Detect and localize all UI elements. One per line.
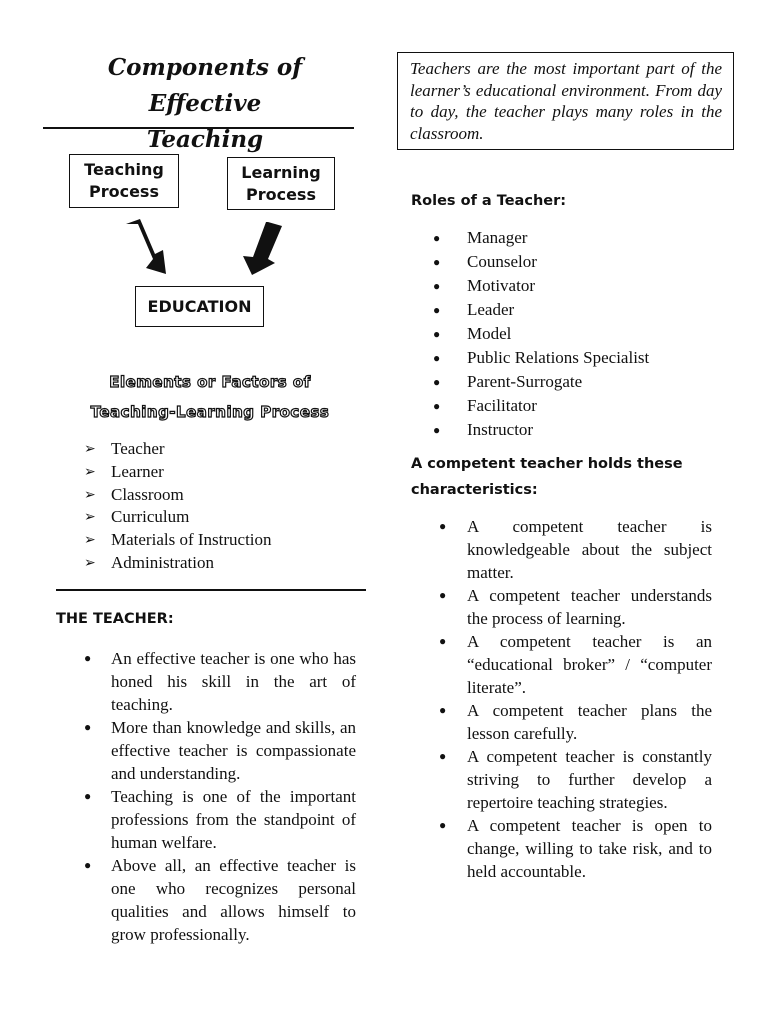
competent-list xyxy=(439,515,712,883)
list-item-text: Curriculum xyxy=(111,507,190,527)
page-title-line-2: Teaching xyxy=(146,126,264,153)
bullet-icon: ● xyxy=(433,399,441,413)
list-item-text: Motivator xyxy=(467,276,535,295)
list-item xyxy=(84,529,272,552)
list-item xyxy=(433,226,723,250)
bullet-icon: ● xyxy=(433,303,441,317)
arrowhead-bullet-icon: ➢ xyxy=(84,441,96,457)
list-item-text: Above all, an effective teacher is one who recognizes personal qualities and allows himself to grow professionally. xyxy=(111,856,356,944)
list-item xyxy=(84,484,272,507)
competent-heading-line-1: A competent teacher holds these xyxy=(411,456,683,472)
intro-text: Teachers are the most important part of the learner’s educational environment. From day to day, the teacher plays many roles in the classroom. xyxy=(410,59,722,143)
list-item xyxy=(84,506,272,529)
bullet-icon: ● xyxy=(84,789,92,803)
roles-heading: Roles of a Teacher: xyxy=(411,193,567,209)
list-item-text: Administration xyxy=(111,552,214,572)
list-item xyxy=(433,418,723,442)
list-item xyxy=(84,552,272,575)
competent-heading-line-2: characteristics: xyxy=(411,482,538,498)
list-item xyxy=(433,298,723,322)
list-item-text: An effective teacher is one who has honed his skill in the art of teaching. xyxy=(111,649,356,714)
list-item xyxy=(433,394,723,418)
list-item-text: Instructor xyxy=(467,420,534,439)
list-item xyxy=(84,647,356,716)
list-item-text: A competent teacher is an “educational broker” / “computer literate”. xyxy=(467,632,712,697)
list-item xyxy=(84,461,272,484)
bullet-icon: ● xyxy=(439,588,447,602)
list-item-text: A competent teacher is open to change, willing to take risk, and to held accountable. xyxy=(467,816,712,881)
list-item xyxy=(84,438,272,461)
bullet-icon: ● xyxy=(84,858,92,872)
list-item-text: More than knowledge and skills, an effective teacher is compassionate and understanding. xyxy=(111,718,356,783)
bullet-icon: ● xyxy=(433,279,441,293)
list-item-text: A competent teacher is constantly striving to further develop a repertoire teaching strategies. xyxy=(467,747,712,812)
list-item xyxy=(433,274,723,298)
list-item xyxy=(433,346,723,370)
learning-process-line-1: Learning xyxy=(241,162,321,182)
list-item xyxy=(439,515,712,584)
elements-heading-line-2: Teaching-Learning Process xyxy=(90,403,330,421)
the-teacher-list xyxy=(84,647,356,946)
list-item-text: Classroom xyxy=(111,484,184,504)
arrowhead-bullet-icon: ➢ xyxy=(84,554,96,571)
bullet-icon: ● xyxy=(84,651,92,665)
bullet-icon: ● xyxy=(433,255,441,269)
list-item-text: Leader xyxy=(467,300,515,319)
learning-process-line-2: Process xyxy=(245,184,316,204)
list-item xyxy=(84,785,356,854)
education-box xyxy=(135,286,264,327)
bullet-icon: ● xyxy=(439,703,447,717)
list-item xyxy=(433,370,723,394)
bullet-icon: ● xyxy=(433,375,441,389)
list-item-text: Manager xyxy=(467,228,528,247)
list-item xyxy=(439,630,712,699)
bullet-icon: ● xyxy=(433,423,441,437)
bullet-icon: ● xyxy=(84,720,92,734)
bullet-icon: ● xyxy=(439,749,447,763)
arrow-down-right-icon xyxy=(126,219,166,274)
list-item-text: Materials of Instruction xyxy=(111,530,272,550)
list-item xyxy=(84,716,356,785)
bullet-icon: ● xyxy=(433,351,441,365)
arrowhead-bullet-icon: ➢ xyxy=(84,532,96,549)
list-item-text: Teaching is one of the important professions from the standpoint of human welfare. xyxy=(111,787,356,852)
bullet-icon: ● xyxy=(433,327,441,341)
list-item xyxy=(439,699,712,745)
arrowhead-bullet-icon: ➢ xyxy=(84,486,96,503)
section-divider xyxy=(56,589,366,591)
intro-box xyxy=(397,52,734,150)
bullet-icon: ● xyxy=(439,634,447,648)
list-item xyxy=(439,745,712,814)
arrow-down-left-icon xyxy=(243,222,282,275)
bullet-icon: ● xyxy=(439,818,447,832)
elements-heading xyxy=(50,367,370,427)
list-item xyxy=(433,250,723,274)
list-item xyxy=(439,584,712,630)
list-item-text: Teacher xyxy=(111,439,165,458)
elements-heading-line-1: Elements or Factors of xyxy=(109,373,311,391)
teaching-process-line-1: Teaching xyxy=(84,160,164,179)
competent-heading xyxy=(411,451,683,503)
teaching-process-line-2: Process xyxy=(88,182,159,201)
bullet-icon: ● xyxy=(439,519,447,533)
bullet-icon: ● xyxy=(433,231,441,245)
list-item-text: A competent teacher understands the process of learning. xyxy=(467,586,712,628)
list-item-text: Counselor xyxy=(467,252,537,271)
education-label: EDUCATION xyxy=(147,296,252,316)
list-item xyxy=(84,854,356,946)
list-item-text: Learner xyxy=(111,461,164,481)
the-teacher-heading: THE TEACHER: xyxy=(56,611,174,627)
list-item-text: Parent-Surrogate xyxy=(467,372,583,391)
arrowhead-bullet-icon: ➢ xyxy=(84,463,96,480)
elements-list xyxy=(84,438,272,575)
list-item-text: A competent teacher plans the lesson carefully. xyxy=(467,701,712,743)
list-item-text: Public Relations Specialist xyxy=(467,348,650,367)
arrowhead-bullet-icon: ➢ xyxy=(84,509,96,526)
list-item-text: Model xyxy=(467,324,512,343)
page-title-line-1: Components of Effective xyxy=(107,54,303,117)
list-item xyxy=(439,814,712,883)
list-item-text: A competent teacher is knowledgeable about the subject matter. xyxy=(467,517,712,582)
list-item xyxy=(433,322,723,346)
list-item-text: Facilitator xyxy=(467,396,537,415)
roles-list xyxy=(433,226,723,442)
